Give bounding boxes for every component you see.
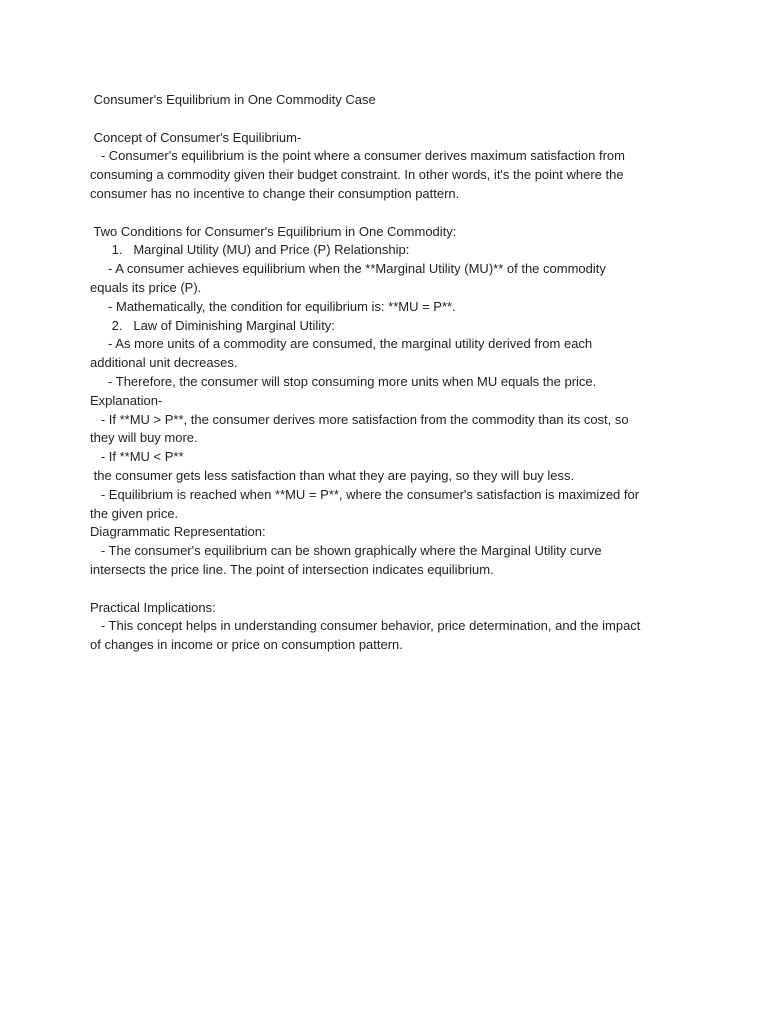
blank-line <box>90 580 690 599</box>
text-line: - A consumer achieves equilibrium when the **Marginal Utility (MU)** of the commodity <box>90 261 606 277</box>
section-heading-diagrammatic: Diagrammatic Representation: <box>90 524 266 540</box>
text-line: - Mathematically, the condition for equilibrium is: **MU = P**. <box>90 298 456 314</box>
blank-line <box>90 204 690 223</box>
text-line: - The consumer's equilibrium can be shown graphically where the Marginal Utility curve <box>90 543 602 559</box>
section-heading-practical: Practical Implications: <box>90 599 216 615</box>
text-line: - Therefore, the consumer will stop consuming more units when MU equals the price. <box>90 373 597 389</box>
text-line: additional unit decreases. <box>90 355 238 371</box>
text-line: - If **MU > P**, the consumer derives more satisfaction from the commodity than its cost, so <box>90 411 629 427</box>
blank-line <box>90 110 690 129</box>
text-line: - If **MU < P** <box>90 449 184 465</box>
text-line: they will buy more. <box>90 430 198 446</box>
text-line: of changes in income or price on consumption pattern. <box>90 637 403 653</box>
text-line: the consumer gets less satisfaction than what they are paying, so they will buy less. <box>90 467 575 483</box>
list-item-2: 2. Law of Diminishing Marginal Utility: <box>90 317 335 333</box>
text-line: consuming a commodity given their budget constraint. In other words, it's the point where the <box>90 167 624 183</box>
text-line: consumer has no incentive to change their consumption pattern. <box>90 185 460 201</box>
text-line: equals its price (P). <box>90 279 202 295</box>
text-line: - This concept helps in understanding consumer behavior, price determination, and the impact <box>90 618 641 634</box>
section-heading-explanation: Explanation- <box>90 392 163 408</box>
document-body <box>90 91 690 655</box>
section-heading-concept: Concept of Consumer's Equilibrium- <box>90 129 302 145</box>
text-line: the given price. <box>90 505 179 521</box>
text-line: - Consumer's equilibrium is the point where a consumer derives maximum satisfaction from <box>90 148 625 164</box>
text-line: - As more units of a commodity are consumed, the marginal utility derived from each <box>90 336 593 352</box>
text-line: - Equilibrium is reached when **MU = P**, where the consumer's satisfaction is maximized for <box>90 486 640 502</box>
section-heading-conditions: Two Conditions for Consumer's Equilibrium in One Commodity: <box>90 223 457 239</box>
list-item-1: 1. Marginal Utility (MU) and Price (P) Relationship: <box>90 242 410 258</box>
doc-title: Consumer's Equilibrium in One Commodity Case <box>90 92 376 107</box>
text-line: intersects the price line. The point of intersection indicates equilibrium. <box>90 561 494 577</box>
